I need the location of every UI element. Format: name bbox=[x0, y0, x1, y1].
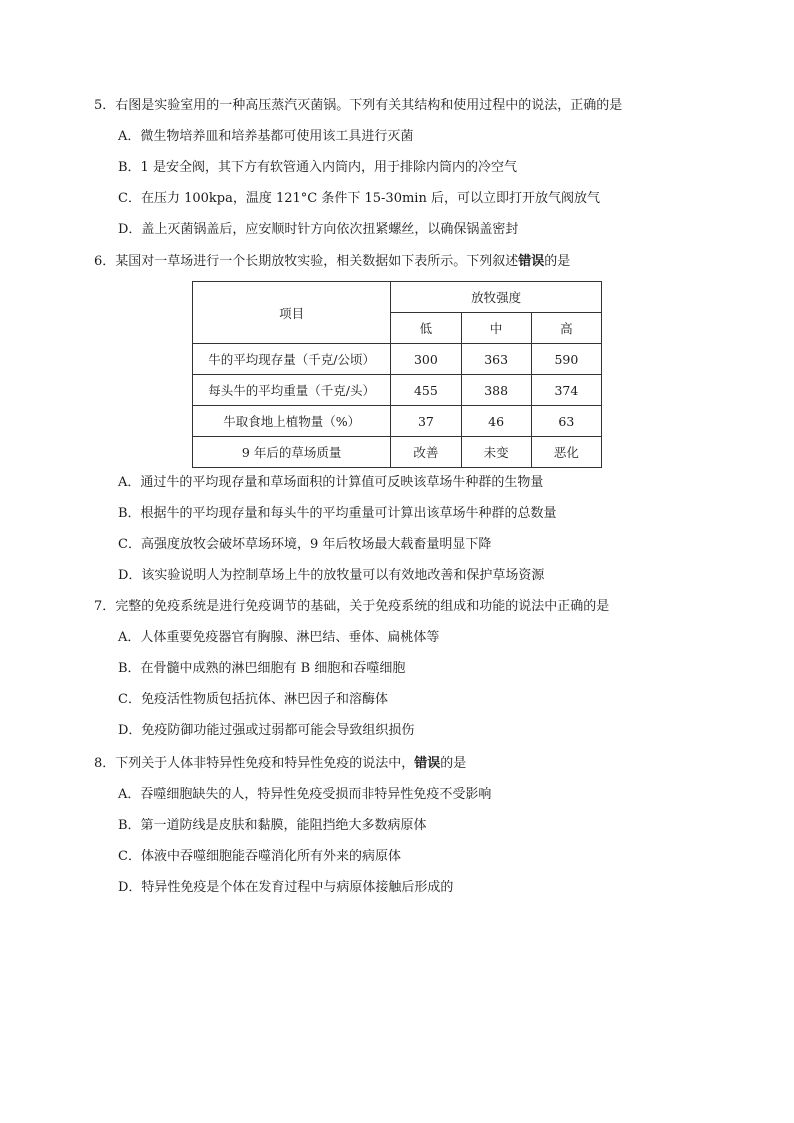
table-row bbox=[193, 437, 602, 468]
table-cell: 未变 bbox=[461, 437, 531, 468]
question-6-stem-post: 的是 bbox=[544, 254, 571, 269]
question-6-emphasis: 错误 bbox=[518, 254, 545, 269]
question-6-option-d: D．该实验说明人为控制草场上牛的放牧量可以有效地改善和保护草场资源 bbox=[118, 568, 545, 583]
table-cell: 恶化 bbox=[531, 437, 601, 468]
question-6-option-a: A．通过牛的平均现存量和草场面积的计算值可反映该草场牛种群的生物量 bbox=[118, 475, 544, 490]
table-header-row bbox=[193, 282, 602, 313]
question-6-option-b: B．根据牛的平均现存量和每头牛的平均重量可计算出该草场牛种群的总数量 bbox=[118, 506, 557, 521]
table-row-label: 9 年后的草场质量 bbox=[193, 437, 391, 468]
table-cell: 388 bbox=[461, 375, 531, 406]
question-5-stem: 5．右图是实验室用的一种高压蒸汽灭菌锅。下列有关其结构和使用过程中的说法，正确的是 bbox=[94, 98, 623, 113]
question-5-option-a: A．微生物培养皿和培养基都可使用该工具进行灭菌 bbox=[118, 129, 414, 144]
table-row-label: 每头牛的平均重量（千克/头） bbox=[193, 375, 391, 406]
table-row-label: 牛取食地上植物量（%） bbox=[193, 406, 391, 437]
question-5-option-d: D．盖上灭菌锅盖后，应安顺时针方向依次扭紧螺丝，以确保锅盖密封 bbox=[118, 222, 519, 237]
question-8-option-c: C．体液中吞噬细胞能吞噬消化所有外来的病原体 bbox=[118, 849, 401, 864]
question-6-stem-pre: 6．某国对一草场进行一个长期放牧实验，相关数据如下表所示。下列叙述 bbox=[94, 254, 519, 269]
question-5-option-c: C．在压力 100kpa，温度 121°C 条件下 15-30min 后，可以立即打开放气阀放气 bbox=[118, 191, 600, 206]
question-8-option-a: A．吞噬细胞缺失的人，特异性免疫受损而非特异性免疫不受影响 bbox=[118, 787, 492, 802]
question-6-stem bbox=[94, 253, 570, 271]
question-8-option-d: D．特异性免疫是个体在发育过程中与病原体接触后形成的 bbox=[118, 880, 454, 895]
question-8-stem-post: 的是 bbox=[440, 756, 467, 771]
table-cell: 37 bbox=[391, 406, 461, 437]
table-cell: 455 bbox=[391, 375, 461, 406]
question-7-option-b: B．在骨髓中成熟的淋巴细胞有 B 细胞和吞噬细胞 bbox=[118, 661, 406, 676]
table-cell: 590 bbox=[531, 344, 601, 375]
question-5-option-b: B．1 是安全阀，其下方有软管通入内筒内，用于排除内筒内的冷空气 bbox=[118, 160, 517, 175]
table-row bbox=[193, 344, 602, 375]
table-cell: 46 bbox=[461, 406, 531, 437]
table-cell: 300 bbox=[391, 344, 461, 375]
question-7-option-a: A．人体重要免疫器官有胸腺、淋巴结、垂体、扁桃体等 bbox=[118, 630, 440, 645]
table-row-label: 牛的平均现存量（千克/公顷） bbox=[193, 344, 391, 375]
table-level-low: 低 bbox=[391, 313, 461, 344]
question-7-stem: 7．完整的免疫系统是进行免疫调节的基础，关于免疫系统的组成和功能的说法中正确的是 bbox=[94, 599, 610, 614]
question-7-option-d: D．免疫防御功能过强或过弱都可能会导致组织损伤 bbox=[118, 723, 415, 738]
table-cell: 改善 bbox=[391, 437, 461, 468]
table-item-header: 项目 bbox=[193, 282, 391, 344]
question-8-option-b: B．第一道防线是皮肤和黏膜，能阻挡绝大多数病原体 bbox=[118, 818, 427, 833]
question-6-option-c: C．高强度放牧会破坏草场环境，9 年后牧场最大载畜量明显下降 bbox=[118, 537, 492, 552]
question-7-option-c: C．免疫活性物质包括抗体、淋巴因子和溶酶体 bbox=[118, 692, 388, 707]
table-cell: 63 bbox=[531, 406, 601, 437]
table-row bbox=[193, 375, 602, 406]
question-8-stem-pre: 8．下列关于人体非特异性免疫和特异性免疫的说法中， bbox=[94, 756, 415, 771]
table-level-medium: 中 bbox=[461, 313, 531, 344]
table-row bbox=[193, 406, 602, 437]
table-level-high: 高 bbox=[531, 313, 601, 344]
table-group-header: 放牧强度 bbox=[391, 282, 602, 313]
question-8-emphasis: 错误 bbox=[414, 756, 441, 771]
table-cell: 374 bbox=[531, 375, 601, 406]
question-8-stem bbox=[94, 755, 466, 773]
grazing-data-table bbox=[192, 281, 602, 468]
table-cell: 363 bbox=[461, 344, 531, 375]
